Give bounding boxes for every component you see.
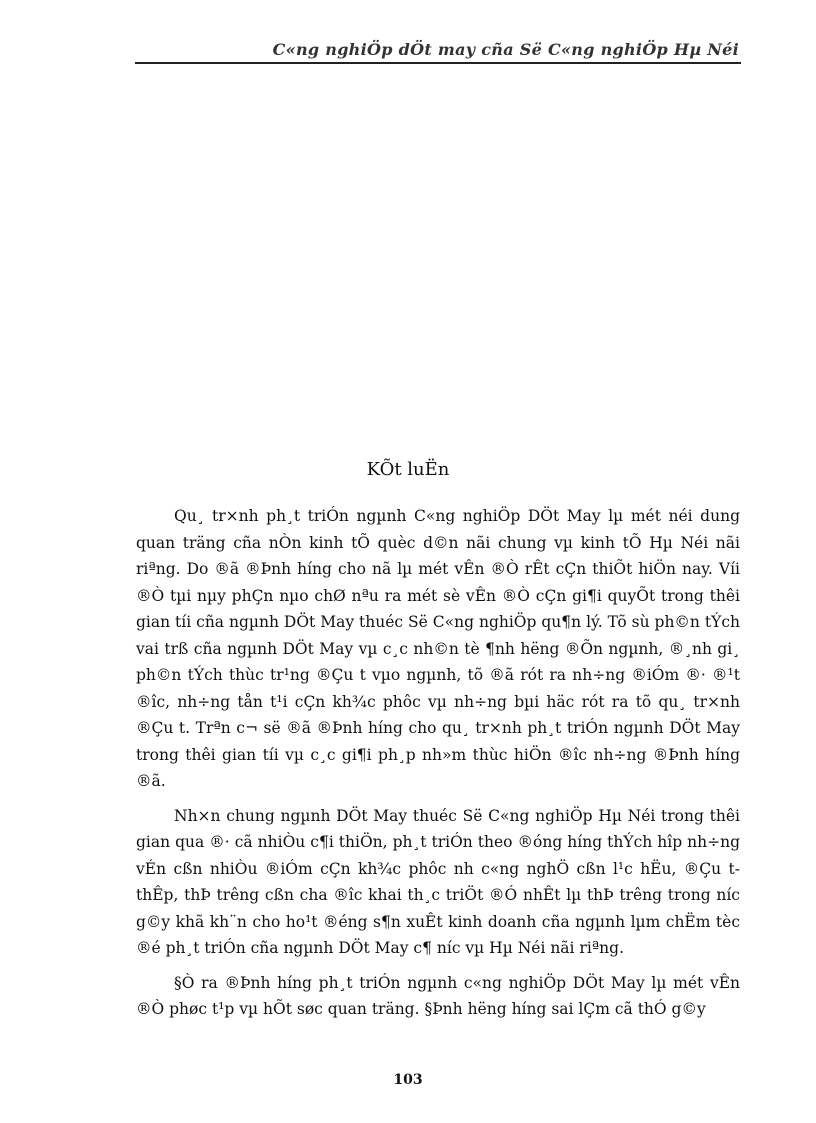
paragraph: Nh×n chung ngµnh DÖt May thuéc Së C«ng nghiÖp Hµ Néi trong thêi gian qua ®· cã nhiÒu c¶i thiÖn, ph¸t triÓn theo ®óng híng thÝch hîp nh÷ng vÉn cßn nhiÒu ®iÓm cÇn kh¾c phôc nh c«ng nghÖ cßn l¹c hËu, ®Çu t thÊp, thÞ trêng cßn cha ®îc khai th¸c triÖt ®Ó nhÊt lµ thÞ trêng trong níc g©y khã kh¨n cho ho¹t ®éng s¶n xuÊt kinh doanh cña ngµnh lµm chËm tèc ®é ph¸t triÓn cña ngµnh DÖt May c¶ níc vµ Hµ Néi nãi riªng.	[136, 806, 740, 957]
section-title: KÕt luËn	[366, 459, 450, 480]
header-title: C«ng nghiÖp dÖt may cña Së C«ng nghiÖp Hµ Néi	[272, 40, 739, 59]
body-text	[136, 503, 740, 1031]
paragraph: §Ò ra ®Þnh híng ph¸t triÓn ngµnh c«ng nghiÖp DÖt May lµ mét vÊn ®Ò phøc t¹p vµ hÕt søc quan träng. §Þnh hëng híng sai lÇm cã thÓ g©y	[136, 973, 740, 1018]
page-number: 103	[393, 1072, 423, 1088]
running-header	[135, 34, 741, 64]
paragraph: Qu¸ tr×nh ph¸t triÓn ngµnh C«ng nghiÖp DÖt May lµ mét néi dung quan träng cña nÒn kinh tÕ quèc d©n nãi chung vµ kinh tÕ Hµ Néi nãi riªng. Do ®ã ®Þnh híng cho nã lµ mét vÊn ®Ò rÊt cÇn thiÕt hiÖn nay. Víi ®Ò tµi nµy phÇn nµo chØ nªu ra mét sè vÊn ®Ò cÇn gi¶i quyÕt trong thêi gian tíi cña ngµnh DÖt May thuéc Së C«ng nghiÖp qu¶n lý. Tõ sù ph©n tÝch vai trß cña ngµnh DÖt May vµ c¸c nh©n tè ¶nh hëng ®Õn ngµnh, ®¸nh gi¸ ph©n tÝch thùc tr¹ng ®Çu t vµo ngµnh, tõ ®ã rót ra nh÷ng ®iÓm ®· ®¹t ®îc, nh÷ng tån t¹i cÇn kh¾c phôc vµ nh÷ng bµi häc rót ra tõ qu¸ tr×nh ®Çu t. Trªn c¬ së ®ã ®Þnh híng cho qu¸ tr×nh ph¸t triÓn ngµnh DÖt May trong thêi gian tíi vµ c¸c gi¶i ph¸p nh»m thùc hiÖn ®îc nh÷ng ®Þnh híng ®ã.	[136, 507, 740, 790]
